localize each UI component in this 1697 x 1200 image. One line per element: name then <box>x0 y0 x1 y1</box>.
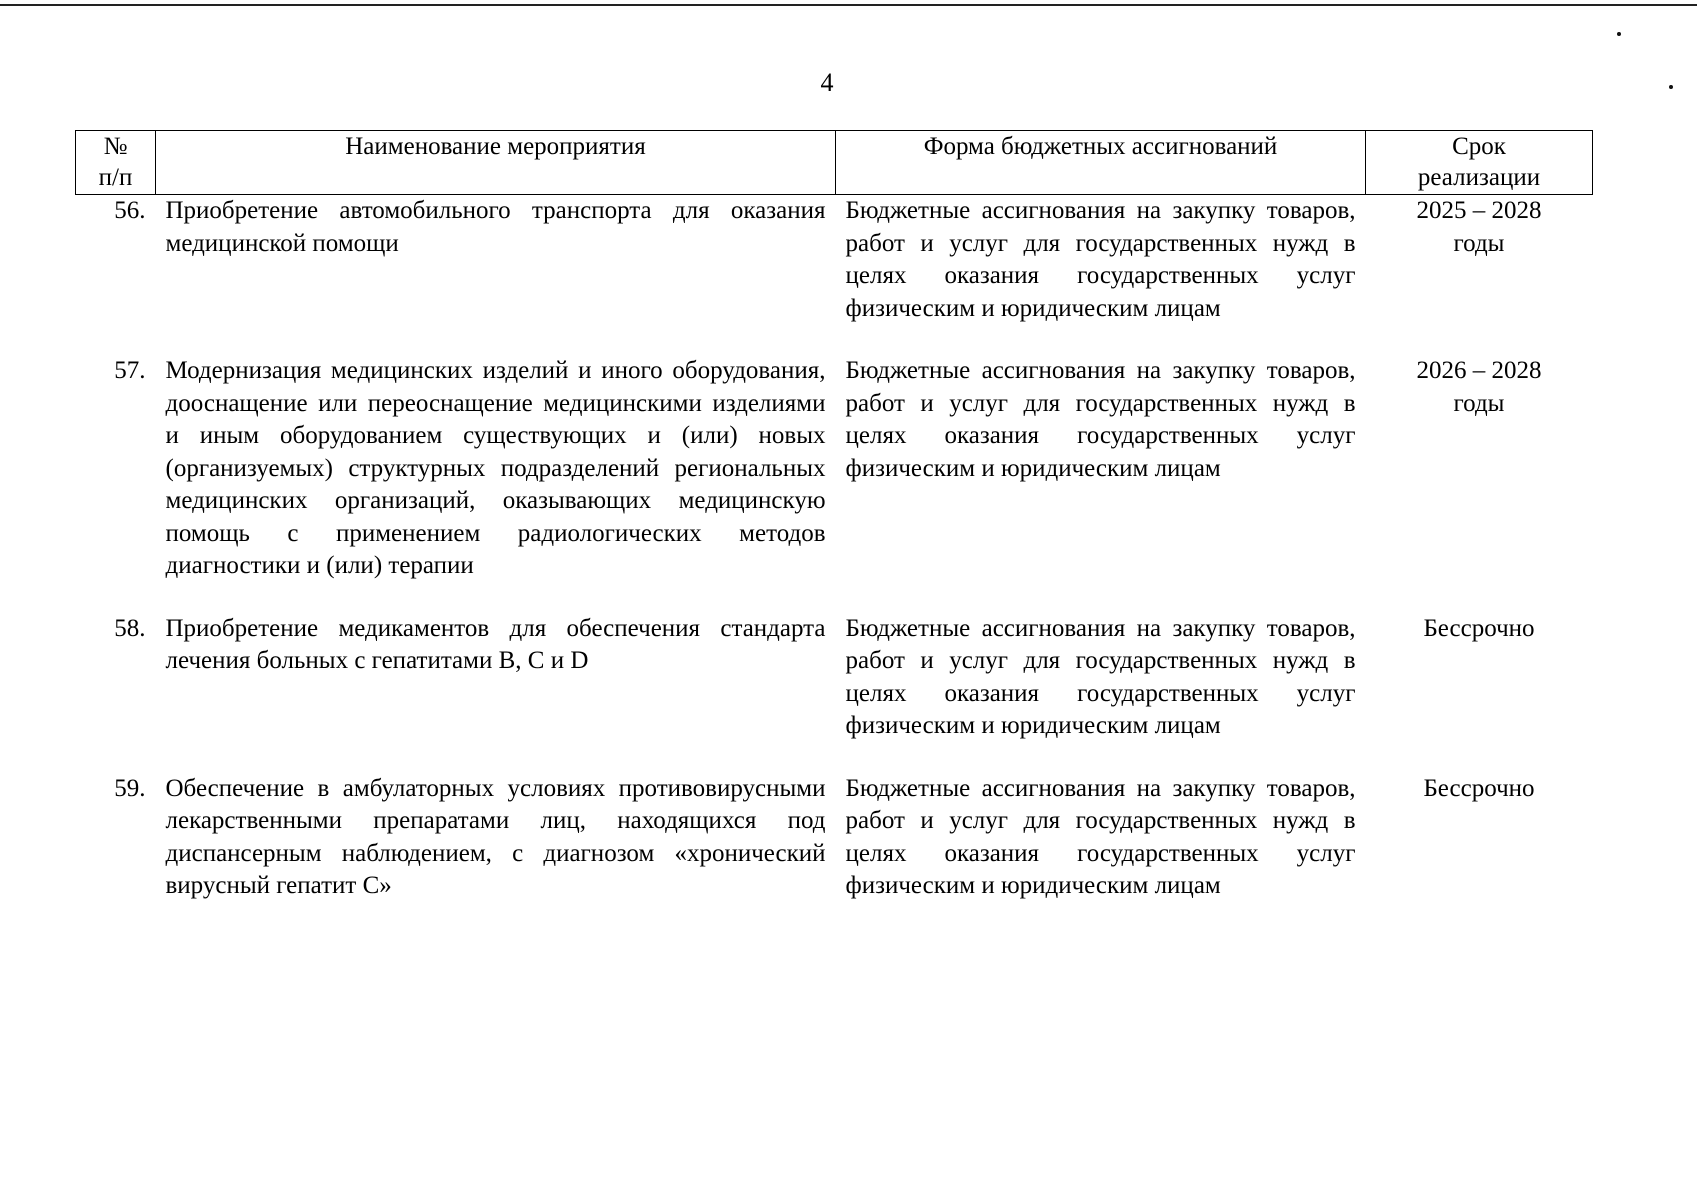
header-number: № п/п <box>76 131 156 195</box>
table-row <box>76 195 1593 356</box>
header-name: Наименование мероприятия <box>156 131 836 195</box>
implementation-term: 2026 – 2028 годы <box>1416 357 1542 417</box>
table-row <box>76 355 1593 613</box>
measure-name: Приобретение медикаментов для обеспечения стандарта лечения больных с гепатитами B, C и D <box>165 614 826 674</box>
budget-form: Бюджетные ассигнования на закупку товаров, работ и услуг для государственных нужд в целях оказания государственных услуг физическим и юридическим лицам <box>845 774 1356 899</box>
implementation-term: 2025 – 2028 годы <box>1416 197 1542 257</box>
row-number: 57. <box>114 357 146 384</box>
budget-form: Бюджетные ассигнования на закупку товаров, работ и услуг для государственных нужд в целях оказания государственных услуг физическим и юридическим лицам <box>845 357 1356 482</box>
table-header-row <box>76 131 1593 195</box>
row-number: 58. <box>114 614 146 642</box>
top-border-line <box>0 4 1697 6</box>
measure-name: Приобретение автомобильного транспорта для оказания медицинской помощи <box>165 197 826 257</box>
header-form: Форма бюджетных ассигнований <box>836 131 1366 195</box>
header-term: Срок реализации <box>1366 131 1593 195</box>
row-number: 56. <box>114 197 146 224</box>
measure-name: Обеспечение в амбулаторных условиях противовирусными лекарственными препаратами лиц, находящихся под диспансерным наблюдением, с диагнозом «хронический вирусный гепатит С» <box>165 774 826 899</box>
scan-artifact-dot <box>1617 32 1621 36</box>
implementation-term: Бессрочно <box>1423 774 1535 802</box>
table-row <box>76 773 1593 933</box>
scan-artifact-dot <box>1669 85 1673 89</box>
measures-sheet <box>75 130 1592 933</box>
implementation-term: Бессрочно <box>1423 614 1535 642</box>
measure-name: Модернизация медицинских изделий и иного оборудования, дооснащение или переоснащение медицинскими изделиями и иным оборудованием существующих и (или) новых (организуемых) структурных подразделений региональных медицинских организаций, оказывающих медицинскую помощь с применением радиологических методов диагностики и (или) терапии <box>165 357 826 579</box>
budget-form: Бюджетные ассигнования на закупку товаров, работ и услуг для государственных нужд в целях оказания государственных услуг физическим и юридическим лицам <box>845 614 1356 739</box>
measures-table <box>75 130 1593 933</box>
page-number: 4 <box>820 68 834 97</box>
row-number: 59. <box>114 774 146 802</box>
budget-form: Бюджетные ассигнования на закупку товаров, работ и услуг для государственных нужд в целях оказания государственных услуг физическим и юридическим лицам <box>845 197 1356 322</box>
table-row <box>76 613 1593 773</box>
